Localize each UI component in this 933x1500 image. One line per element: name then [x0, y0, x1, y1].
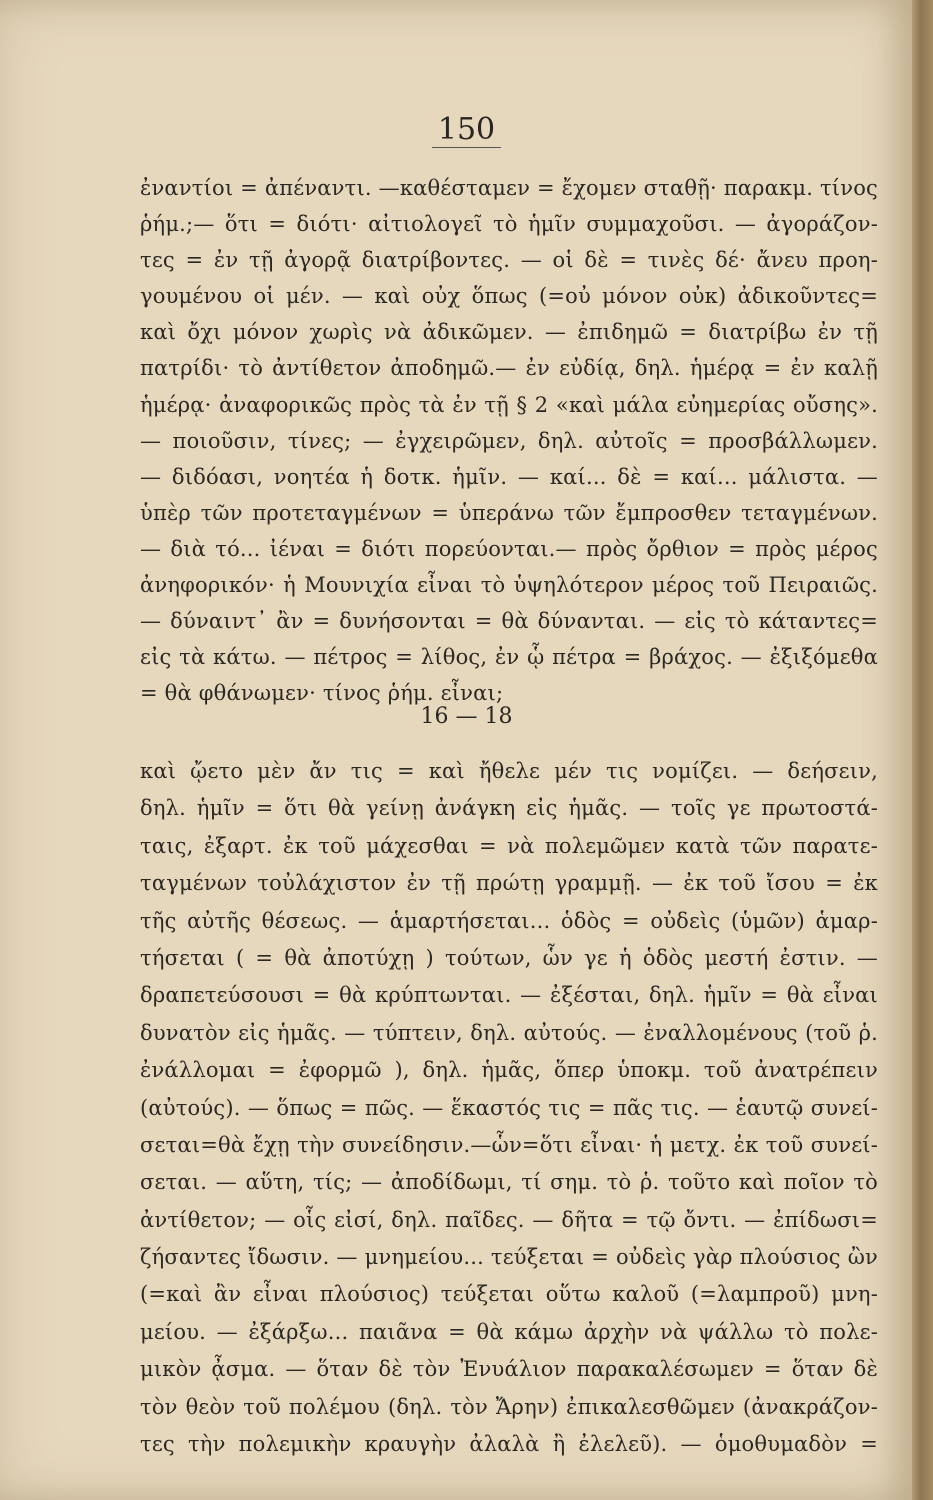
- text-line: καὶ ὄχι μόνον χωρὶς νὰ ἀδικῶμεν. — ἐπιδημῶ = διατρίβω ἐν τῇ: [140, 320, 878, 345]
- text-line: ἀνηφορικόν· ἡ Μουνιχία εἶναι τὸ ὑψηλότερον μέρος τοῦ Πειραιῶς.: [140, 573, 878, 598]
- paragraph-1: [140, 170, 878, 711]
- text-line: — διδόασι, νοητέα ἡ δοτκ. ἡμῖν. — καί... δὲ = καί... μάλιστα. —: [140, 464, 878, 489]
- text-line: μείου. — ἐξάρξω... παιᾶνα = θὰ κάμω ἀρχὴν νὰ ψάλλω τὸ πολε-: [140, 1319, 878, 1344]
- text-line: ῥήμ.;— ὅτι = διότι· αἰτιολογεῖ τὸ ἡμῖν συμμαχοῦσι. — ἀγοράζον-: [140, 212, 878, 237]
- text-line: δραπετεύσουσι = θὰ κρύπτωνται. — ἐξέσται, δηλ. ἡμῖν = θὰ εἶναι: [140, 983, 878, 1008]
- paragraph-2: [140, 753, 878, 1463]
- text-line: ταις, ἐξαρτ. ἐκ τοῦ μάχεσθαι = νὰ πολεμῶμεν κατὰ τῶν παρατε-: [140, 833, 878, 858]
- text-line: — διὰ τό... ἰέναι = διότι πορεύονται.— πρὸς ὄρθιον = πρὸς μέρος: [140, 536, 878, 561]
- text-line: ἀντίθετον; — οἷς εἰσί, δηλ. παῖδες. — δῆτα = τῷ ὄντι. — ἐπίδωσι=: [140, 1207, 878, 1232]
- text-line: γουμένου οἱ μέν. — καὶ οὐχ ὅπως (=οὐ μόνον οὐκ) ἀδικοῦντες=: [140, 284, 878, 309]
- text-line: τῆς αὐτῆς θέσεως. — ἁμαρτήσεται... ὁδὸς = οὐδεὶς (ὑμῶν) ἁμαρ-: [140, 908, 878, 933]
- text-line: μικὸν ᾆσμα. — ὅταν δὲ τὸν Ἐνυάλιον παρακαλέσωμεν = ὅταν δὲ: [140, 1357, 878, 1382]
- section-heading: 16 — 18: [420, 704, 513, 729]
- text-line: ἐναντίοι = ἀπέναντι. —καθέσταμεν = ἔχομεν σταθῇ· παρακμ. τίνος: [140, 176, 879, 200]
- page-number-text: 150: [432, 112, 501, 148]
- text-line: ἡμέρᾳ· ἀναφορικῶς πρὸς τὰ ἐν τῇ § 2 «καὶ μάλα εὐημερίας οὔσης».: [140, 392, 878, 417]
- text-line: ἐνάλλομαι = ἐφορμῶ ), δηλ. ἡμᾶς, ὅπερ ὑποκμ. τοῦ ἀνατρέπειν: [140, 1058, 878, 1083]
- text-line: καὶ ᾤετο μὲν ἄν τις = καὶ ἤθελε μέν τις νομίζει. — δεήσειν,: [140, 759, 878, 783]
- text-line: — δύναιντ᾿ ἂν = δυνήσονται = θὰ δύνανται. — εἰς τὸ κάταντες=: [140, 609, 878, 634]
- text-line: δηλ. ἡμῖν = ὅτι θὰ γείνῃ ἀνάγκη εἰς ἡμᾶς. — τοῖς γε πρωτοστά-: [140, 796, 878, 821]
- text-line: τες τὴν πολεμικὴν κραυγὴν ἀλαλὰ ἢ ἐλελεῦ). — ὁμοθυμαδὸν =: [140, 1432, 878, 1457]
- text-line: πατρίδι· τὸ ἀντίθετον ἀποδημῶ.— ἐν εὐδίᾳ, δηλ. ἡμέρᾳ = ἐν καλῇ: [140, 356, 878, 381]
- text-line: ταγμένων τοὐλάχιστον ἐν τῇ πρώτῃ γραμμῇ. — ἐκ τοῦ ἴσου = ἐκ: [140, 871, 878, 896]
- page-edge: [912, 0, 933, 1500]
- text-line: (=καὶ ἂν εἶναι πλούσιος) τεύξεται οὕτω καλοῦ (=λαμπροῦ) μνη-: [140, 1282, 878, 1307]
- text-line: τὸν θεὸν τοῦ πολέμου (δηλ. τὸν Ἄρην) ἐπικαλεσθῶμεν (ἀνακράζον-: [140, 1394, 878, 1419]
- text-line: εἰς τὰ κάτω. — πέτρος = λίθος, ἐν ᾧ πέτρα = βράχος. — ἐξιξόμεθα: [140, 645, 878, 670]
- text-line: ὑπὲρ τῶν προτεταγμένων = ὑπεράνω τῶν ἔμπροσθεν τεταγμένων.: [140, 500, 878, 525]
- text-line: σεται. — αὕτη, τίς; — ἀποδίδωμι, τί σημ. τὸ ῥ. τοῦτο καὶ ποῖον τὸ: [140, 1170, 878, 1195]
- text-line: τες = ἐν τῇ ἀγορᾷ διατρίβοντες. — οἱ δὲ = τινὲς δέ· ἄνευ προη-: [140, 248, 878, 273]
- text-line: σεται=θὰ ἔχῃ τὴν συνείδησιν.—ὧν=ὅτι εἶναι· ἡ μετχ. ἐκ τοῦ συνεί-: [140, 1132, 878, 1157]
- text-line: ζήσαντες ἴδωσιν. — μνημείου... τεύξεται = οὐδεὶς γὰρ πλούσιος ὢν: [140, 1245, 878, 1270]
- text-line: τήσεται ( = θὰ ἀποτύχῃ ) τούτων, ὧν γε ἡ ὁδὸς μεστή ἐστιν. —: [140, 945, 878, 970]
- text-line: — ποιοῦσιν, τίνες; — ἐγχειρῶμεν, δηλ. αὐτοῖς = προσβάλλωμεν.: [140, 428, 878, 453]
- text-line: δυνατὸν εἰς ἡμᾶς. — τύπτειν, δηλ. αὐτούς. — ἐναλλομένους (τοῦ ῥ.: [140, 1020, 878, 1045]
- page-number: [0, 112, 933, 147]
- text-line: = θὰ φθάνωμεν· τίνος ῥήμ. εἶναι;: [140, 681, 504, 706]
- text-line: (αὐτούς). — ὅπως = πῶς. — ἕκαστός τις = πᾶς τις. — ἑαυτῷ συνεί-: [140, 1095, 878, 1120]
